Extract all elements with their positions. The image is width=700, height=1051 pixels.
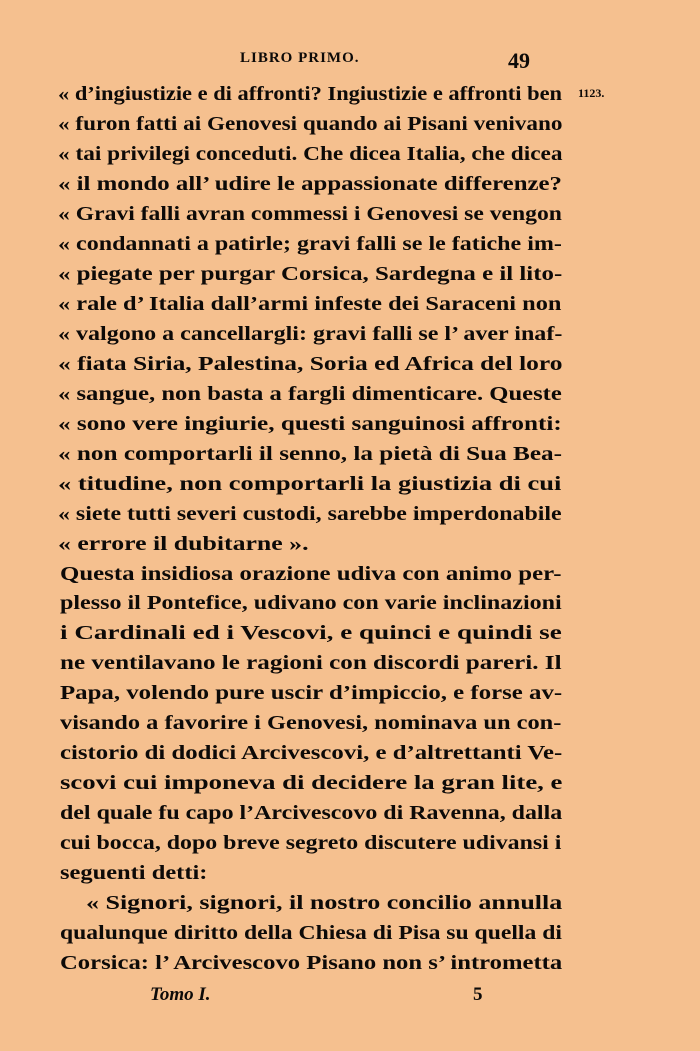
text-line: « errore il dubitarne ». bbox=[58, 533, 309, 555]
text-line: « sono vere ingiurie, questi sanguinosi affronti: bbox=[58, 413, 562, 435]
text-line: cistorio di dodici Arcivescovi, e d’altrettanti Ve- bbox=[60, 743, 563, 765]
text-line: seguenti detti: bbox=[60, 863, 208, 885]
running-header-title: LIBRO PRIMO. bbox=[240, 50, 360, 66]
margin-year-note: 1123. bbox=[578, 86, 605, 100]
text-line: ne ventilavano le ragioni con discordi pareri. Il bbox=[60, 653, 562, 675]
text-line: « sangue, non basta a fargli dimenticare. Queste bbox=[58, 383, 562, 405]
text-line: « valgono a cancellargli: gravi falli se l’ aver inaf- bbox=[58, 323, 563, 345]
text-line: « rale d’ Italia dall’armi infeste dei Saraceni non bbox=[58, 293, 562, 315]
text-line: visando a favorire i Genovesi, nominava un con- bbox=[60, 713, 562, 735]
text-line: Questa insidiosa orazione udiva con animo per- bbox=[60, 563, 562, 585]
text-line: qualunque diritto della Chiesa di Pisa su quella di bbox=[60, 923, 562, 945]
text-line: « siete tutti severi custodi, sarebbe imperdonabile bbox=[58, 503, 562, 525]
text-line: « non comportarli il senno, la pietà di Sua Bea- bbox=[58, 443, 563, 465]
text-line: cui bocca, dopo breve segreto discutere udivansi i bbox=[60, 833, 562, 855]
page-number: 49 bbox=[508, 48, 530, 73]
text-line: i Cardinali ed i Vescovi, e quinci e quindi se bbox=[60, 623, 562, 645]
text-line: « piegate per purgar Corsica, Sardegna e il lito- bbox=[58, 263, 563, 285]
text-line: Papa, volendo pure uscir d’impiccio, e forse av- bbox=[60, 683, 563, 705]
text-line: Corsica: l’ Arcivescovo Pisano non s’ intrometta bbox=[60, 953, 563, 975]
text-line: « condannati a patirle; gravi falli se le fatiche im- bbox=[58, 233, 562, 255]
text-line: « fiata Siria, Palestina, Soria ed Africa del loro bbox=[58, 353, 563, 375]
text-line: « tai privilegi conceduti. Che dicea Italia, che dicea bbox=[58, 143, 563, 165]
volume-label: Tomo I. bbox=[150, 984, 211, 1005]
text-line: scovi cui imponeva di decidere la gran lite, e bbox=[60, 773, 563, 795]
text-line: « titudine, non comportarli la giustizia di cui bbox=[58, 473, 562, 495]
text-line: del quale fu capo l’Arcivescovo di Ravenna, dalla bbox=[60, 803, 563, 825]
text-line: « Signori, signori, il nostro concilio annulla bbox=[86, 893, 563, 915]
text-line: « furon fatti ai Genovesi quando ai Pisani venivano bbox=[58, 113, 563, 135]
text-line: « il mondo all’ udire le appassionate differenze? bbox=[58, 173, 562, 195]
text-line: plesso il Pontefice, udivano con varie inclinazioni bbox=[60, 593, 562, 615]
text-line: « Gravi falli avran commessi i Genovesi se vengon bbox=[58, 203, 562, 225]
signature-mark: 5 bbox=[473, 984, 483, 1005]
text-line: « d’ingiustizie e di affronti? Ingiustizie e affronti ben bbox=[58, 84, 563, 105]
